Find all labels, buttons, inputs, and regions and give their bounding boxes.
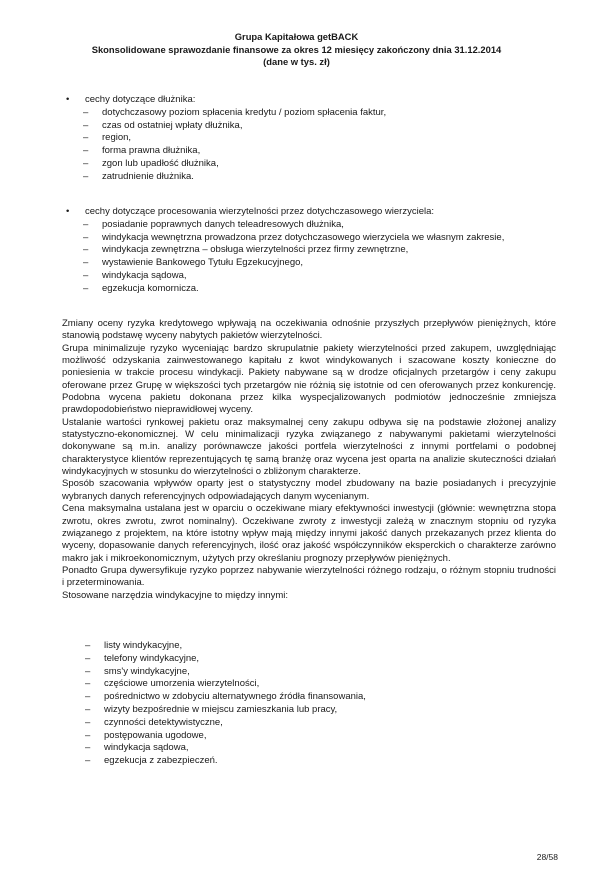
bullet-debtor-features: [62, 94, 556, 107]
paragraph: Sposób szacowania wpływów oparty jest o statystyczny model zbudowany na bazie posiadanych i precyzyjnie wybranych danych referencyjnych odpowiadających danym wycenianym.: [62, 478, 556, 502]
paragraph: Cena maksymalna ustalana jest w oparciu o oczekiwane miary efektywności inwestycji (głównie: wewnętrzna stopa zwrotu, okres zwrotu, zwrot nominalny). Oczekiwane zwroty z inwestycji zależą w znacznym stopniu od ryzyka związanego z projektem, na które istotny wpływ mają między innymi jakość danych przekazanych przez klienta do wyceny, dopasowanie danych referencyjnych, ilość oraz jakość współczynników eksperckich o charakterze zarówno makro jak i mikroekonomicznym, użytych przy określaniu prognozy przepływów pieniężnych.: [62, 503, 556, 564]
list-item: – forma prawna dłużnika,: [83, 145, 556, 158]
bullet-title: cechy dotyczące procesowania wierzytelności przez dotychczasowego wierzyciela:: [85, 206, 435, 217]
list-item: – sms'y windykacyjne,: [85, 666, 555, 679]
list-item: – czynności detektywistyczne,: [85, 717, 555, 730]
paragraph: Ustalanie wartości rynkowej pakietu oraz maksymalnej ceny zakupu odbywa się na podstawie złożonej analizy statystyczno-ekonomicznej. W celu minimalizacji ryzyka związanego z nabywanymi pakietami wierzytelności dokonywane są m.in. analizy porównawcze jakości portfela wierzytelności z innymi portfelami o podobnej charakterystyce klientów reprezentujących tę samą branżę oraz wycena jest oparta na analizie skuteczności działań windykacyjnych w stosunku do wierzytelności o zbliżonym charakterze.: [62, 416, 556, 478]
list-item: – częściowe umorzenia wierzytelności,: [85, 678, 555, 691]
list-item: – postępowania ugodowe,: [85, 730, 555, 743]
paragraph: Zmiany oceny ryzyka kredytowego wpływają na oczekiwania odnośnie przyszłych przepływów pieniężnych, które stanowią podstawę wyceny nabytych pakietów wierzytelności.: [62, 318, 556, 342]
paragraph: Ponadto Grupa dywersyfikuje ryzyko poprzez nabywanie wierzytelności różnego rodzaju, o różnym stopniu trudności i przeterminowania.: [62, 564, 556, 589]
header-statement-title: Skonsolidowane sprawozdanie finansowe za okres 12 miesięcy zakończony dnia 31.12.2014: [91, 43, 502, 55]
list-item: – egzekucja komornicza.: [83, 283, 535, 296]
processing-features-section: [62, 206, 556, 296]
header-company: Grupa Kapitałowa getBACK: [234, 31, 359, 42]
list-item: – windykacja sądowa,: [83, 270, 535, 283]
paragraph: Stosowane narzędzia windykacyjne to między innymi:: [62, 589, 288, 601]
debtor-features-section: [62, 94, 556, 184]
list-item: – egzekucja z zabezpieczeń.: [85, 755, 555, 768]
list-item: – pośrednictwo w zdobyciu alternatywnego źródła finansowania,: [85, 691, 555, 704]
collection-tools-list-wrap: [85, 640, 555, 768]
processing-features-list: [83, 219, 535, 296]
list-item: – posiadanie poprawnych danych teleadresowych dłużnika,: [83, 219, 535, 232]
list-item: – windykacja sądowa,: [85, 742, 555, 755]
list-item: – region,: [83, 132, 556, 145]
list-item: – zatrudnienie dłużnika.: [83, 171, 556, 184]
body-text: [62, 318, 556, 602]
list-item: – windykacja zewnętrzna – obsługa wierzytelności przez firmy zewnętrzne,: [83, 244, 535, 257]
list-item: – wizyty bezpośrednie w miejscu zamieszkania lub pracy,: [85, 704, 555, 717]
list-item: – dotychczasowy poziom spłacenia kredytu / poziom spłacenia faktur,: [83, 107, 556, 120]
list-item: – windykacja wewnętrzna prowadzona przez dotychczasowego wierzyciela we własnym zakresie,: [83, 232, 535, 245]
page-header: [0, 31, 593, 69]
bullet-title: cechy dotyczące dłużnika:: [85, 94, 196, 105]
list-item: – zgon lub upadłość dłużnika,: [83, 158, 556, 171]
header-currency-note: (dane w tys. zł): [263, 56, 330, 68]
debtor-features-list: [83, 107, 556, 184]
list-item: – czas od ostatniej wpłaty dłużnika,: [83, 120, 556, 133]
page-number: 28/58: [536, 852, 558, 862]
list-item: – listy windykacyjne,: [85, 640, 555, 653]
list-item: – telefony windykacyjne,: [85, 653, 555, 666]
collection-tools-list: [85, 640, 555, 768]
bullet-processing-features: [62, 206, 556, 219]
list-item: – wystawienie Bankowego Tytułu Egzekucyjnego,: [83, 257, 535, 270]
paragraph: Grupa minimalizuje ryzyko wyceniając bardzo skrupulatnie pakiety wierzytelności przed zakupem, uwzględniając możliwość odzyskania zainwestowanego kapitału z kwot windykowanych i szacowane koszty konieczne do poniesienia w trakcie procesu windykacji. Pakiety nabywane są w drodze oficjalnych przetargów i ceny zakupu oferowane przez Grupę w większości tych przetargów nie różnią się istotnie od cen oferowanych przez konkurencję. Podobna wycena pakietu dokonana przez kilka wyspecjalizowanych podmiotów jednocześnie zmniejsza prawdopodobieństwo nieprawidłowej wyceny.: [62, 342, 556, 416]
